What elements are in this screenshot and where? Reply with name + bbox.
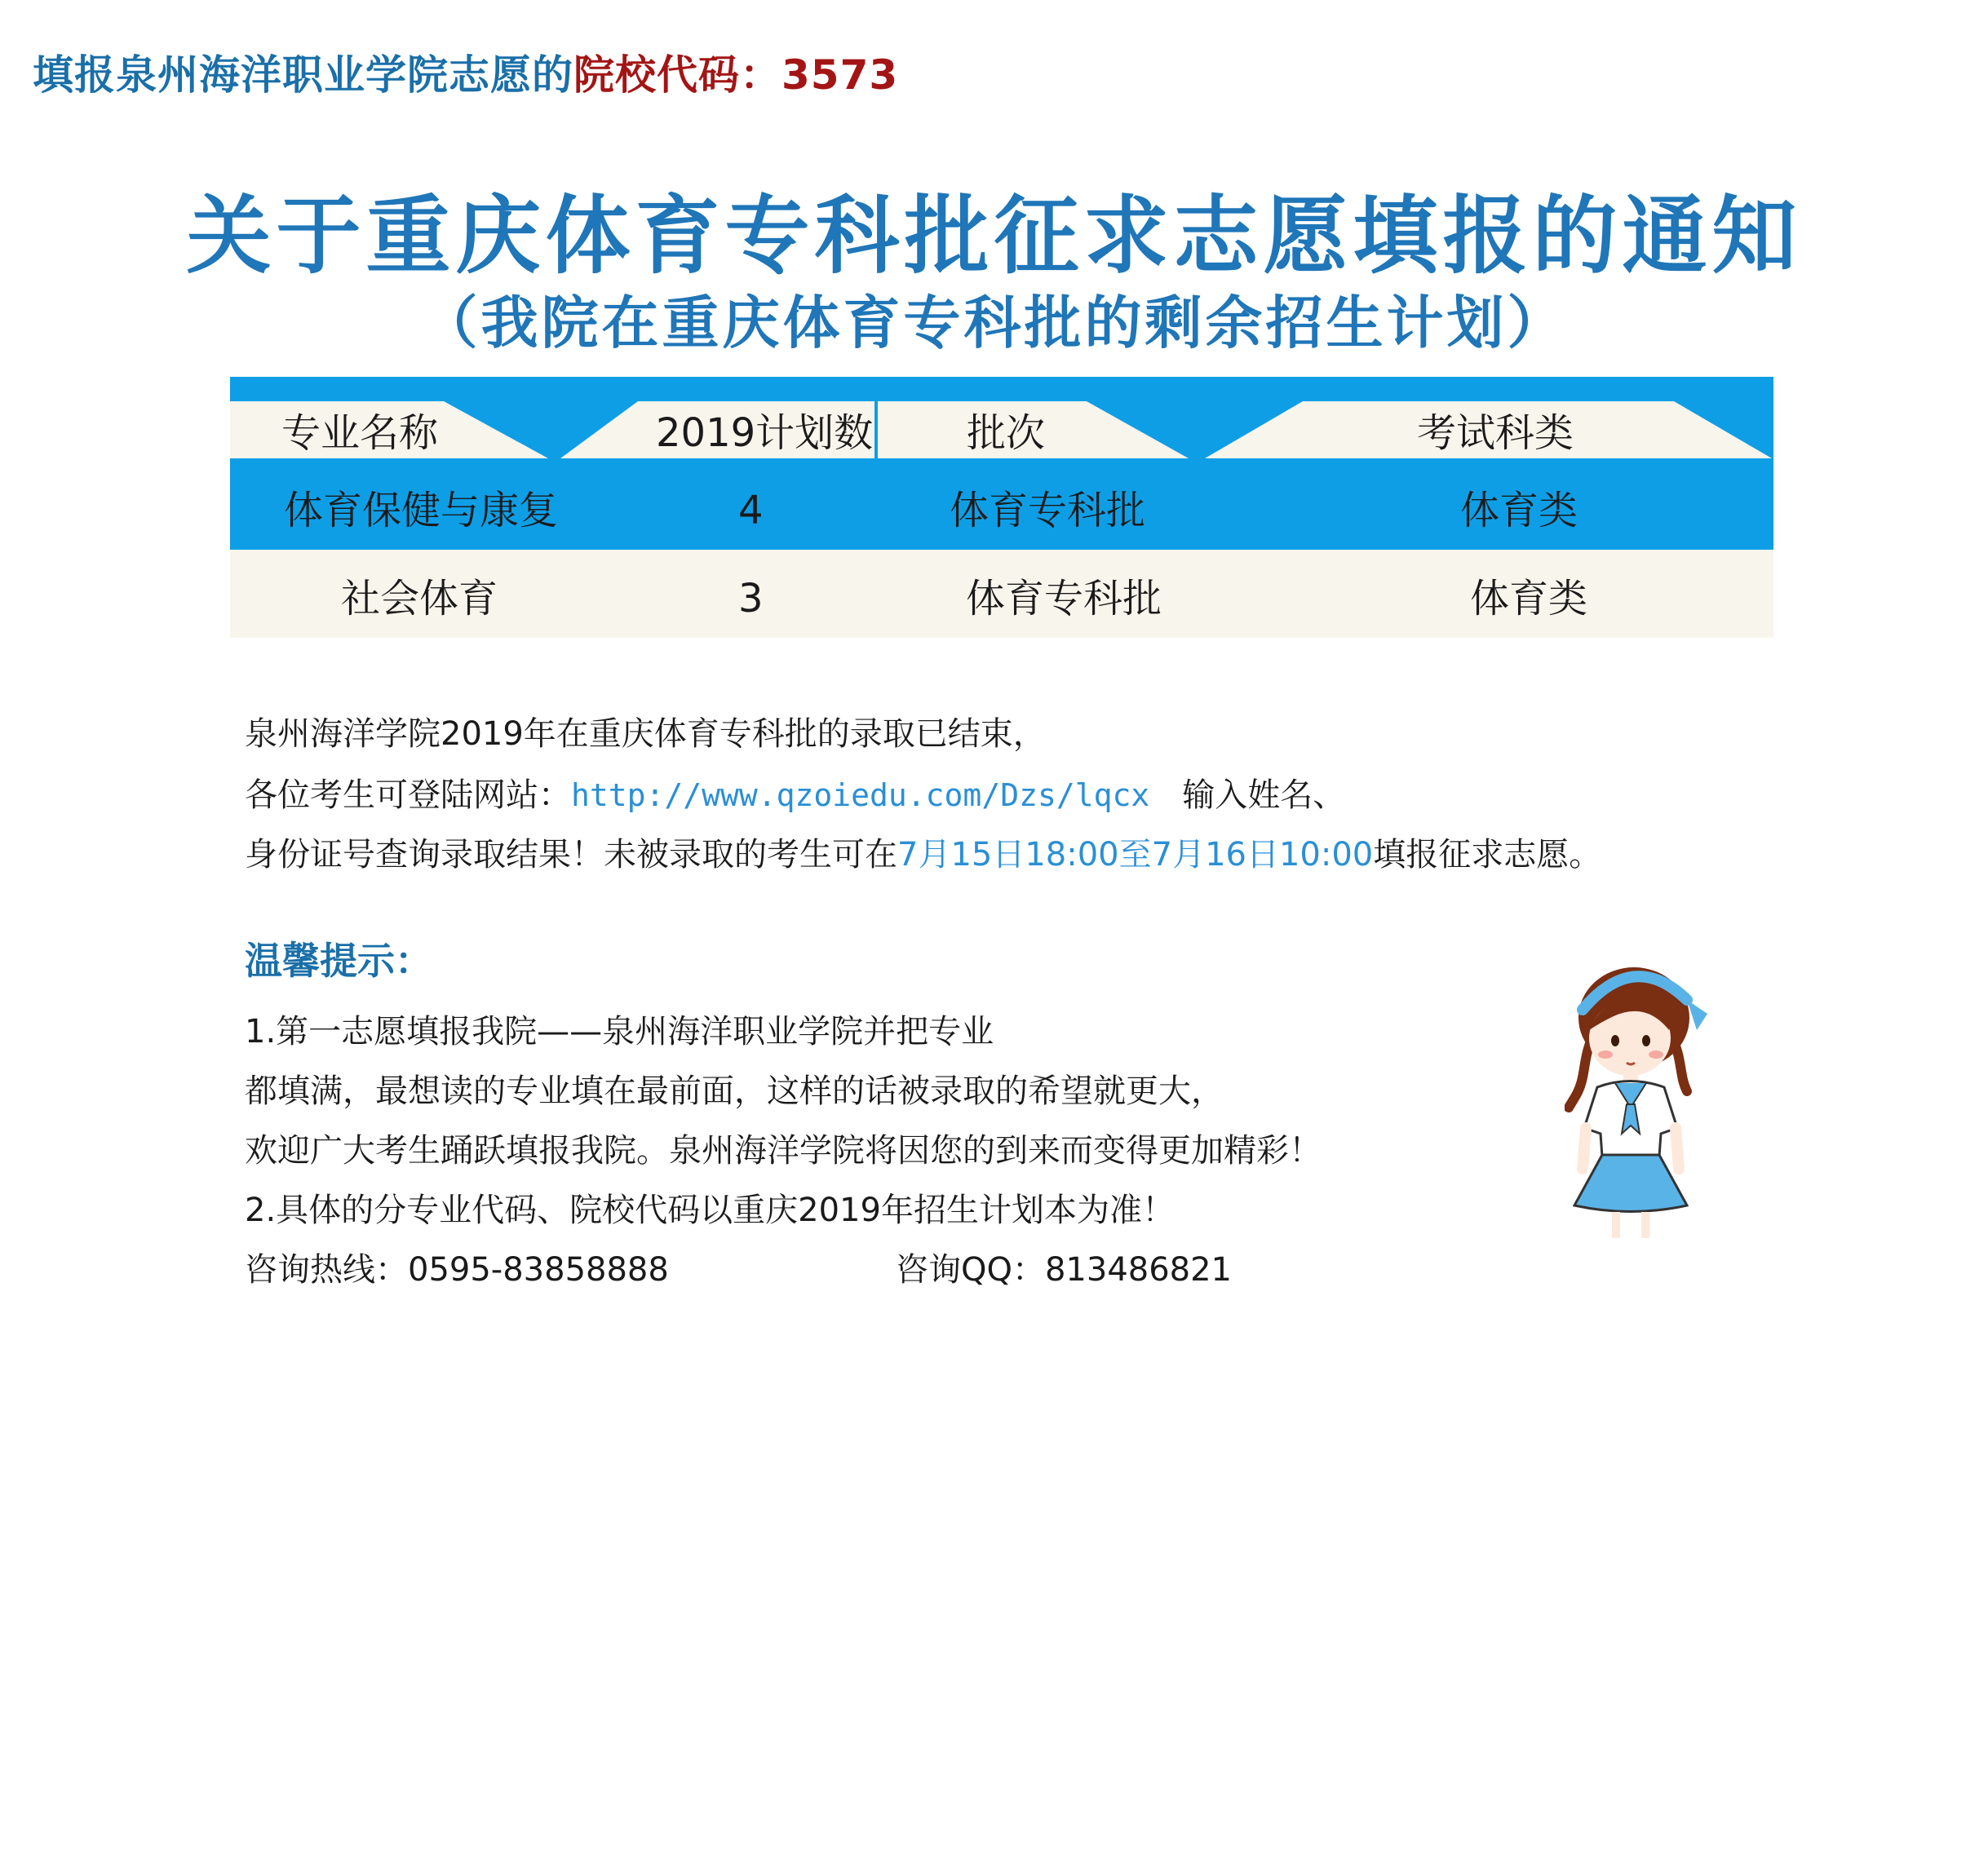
banner-lead-text: 填报泉州海洋职业学院志愿的 <box>33 51 573 99</box>
page-subtitle: （我院在重庆体育专科批的剩余招生计划） <box>420 290 1568 356</box>
notice-line-2-prefix: 各位考生可登陆网站： <box>245 776 571 814</box>
hotline-text: 咨询热线：0595-83858888 <box>245 1251 669 1289</box>
tip-line-1: 1.第一志愿填报我院——泉州海洋职业学院并把专业 <box>245 1013 994 1050</box>
notice-line-3 <box>245 836 1602 874</box>
tip-line-2: 都填满，最想读的专业填在最前面，这样的话被录取的希望就更大， <box>245 1073 1224 1110</box>
row2-category: 体育类 <box>1470 576 1588 621</box>
row1-category: 体育类 <box>1460 488 1578 533</box>
results-query-link[interactable]: http://www.qzoiedu.com/Dzs/lqcx <box>571 777 1150 813</box>
enrollment-plan-table <box>230 377 1773 638</box>
tip-line-4: 2.具体的分专业代码、院校代码以重庆2019年招生计划本为准！ <box>245 1192 1175 1229</box>
row1-batch: 体育专科批 <box>950 488 1146 533</box>
banner-code-value: 3573 <box>781 51 899 99</box>
notice-line-2-suffix: 输入姓名、 <box>1182 776 1346 814</box>
row2-batch: 体育专科批 <box>966 576 1162 621</box>
row1-count: 4 <box>738 488 764 533</box>
cartoon-girl-illustration <box>1565 953 1744 1238</box>
header-plan-count: 2019计划数 <box>656 410 874 456</box>
notice-line-1: 泉州海洋学院2019年在重庆体育专科批的录取已结束， <box>245 715 1046 753</box>
school-code-banner <box>33 42 898 101</box>
row2-count: 3 <box>738 576 764 621</box>
header-exam-category: 考试科类 <box>1417 410 1574 456</box>
qq-contact-text: 咨询QQ：813486821 <box>896 1251 1233 1289</box>
notice-line-2 <box>245 776 1346 814</box>
notice-line-3-prefix: 身份证号查询录取结果！未被录取的考生可在 <box>245 836 897 874</box>
row2-major: 社会体育 <box>341 576 498 621</box>
header-major-name: 专业名称 <box>281 410 439 456</box>
page-title: 关于重庆体育专科批征求志愿填报的通知 <box>186 186 1802 285</box>
tip-line-3: 欢迎广大考生踊跃填报我院。泉州海洋学院将因您的到来而变得更加精彩！ <box>245 1132 1322 1170</box>
banner-code-label: 院校代码： <box>573 51 781 99</box>
header-batch: 批次 <box>967 410 1046 456</box>
row1-major: 体育保健与康复 <box>284 488 559 533</box>
application-time-range: 7月15日18:00至7月16日10:00 <box>897 836 1374 874</box>
notice-line-3-suffix: 填报征求志愿。 <box>1373 836 1602 874</box>
tips-title: 温馨提示： <box>245 939 432 983</box>
